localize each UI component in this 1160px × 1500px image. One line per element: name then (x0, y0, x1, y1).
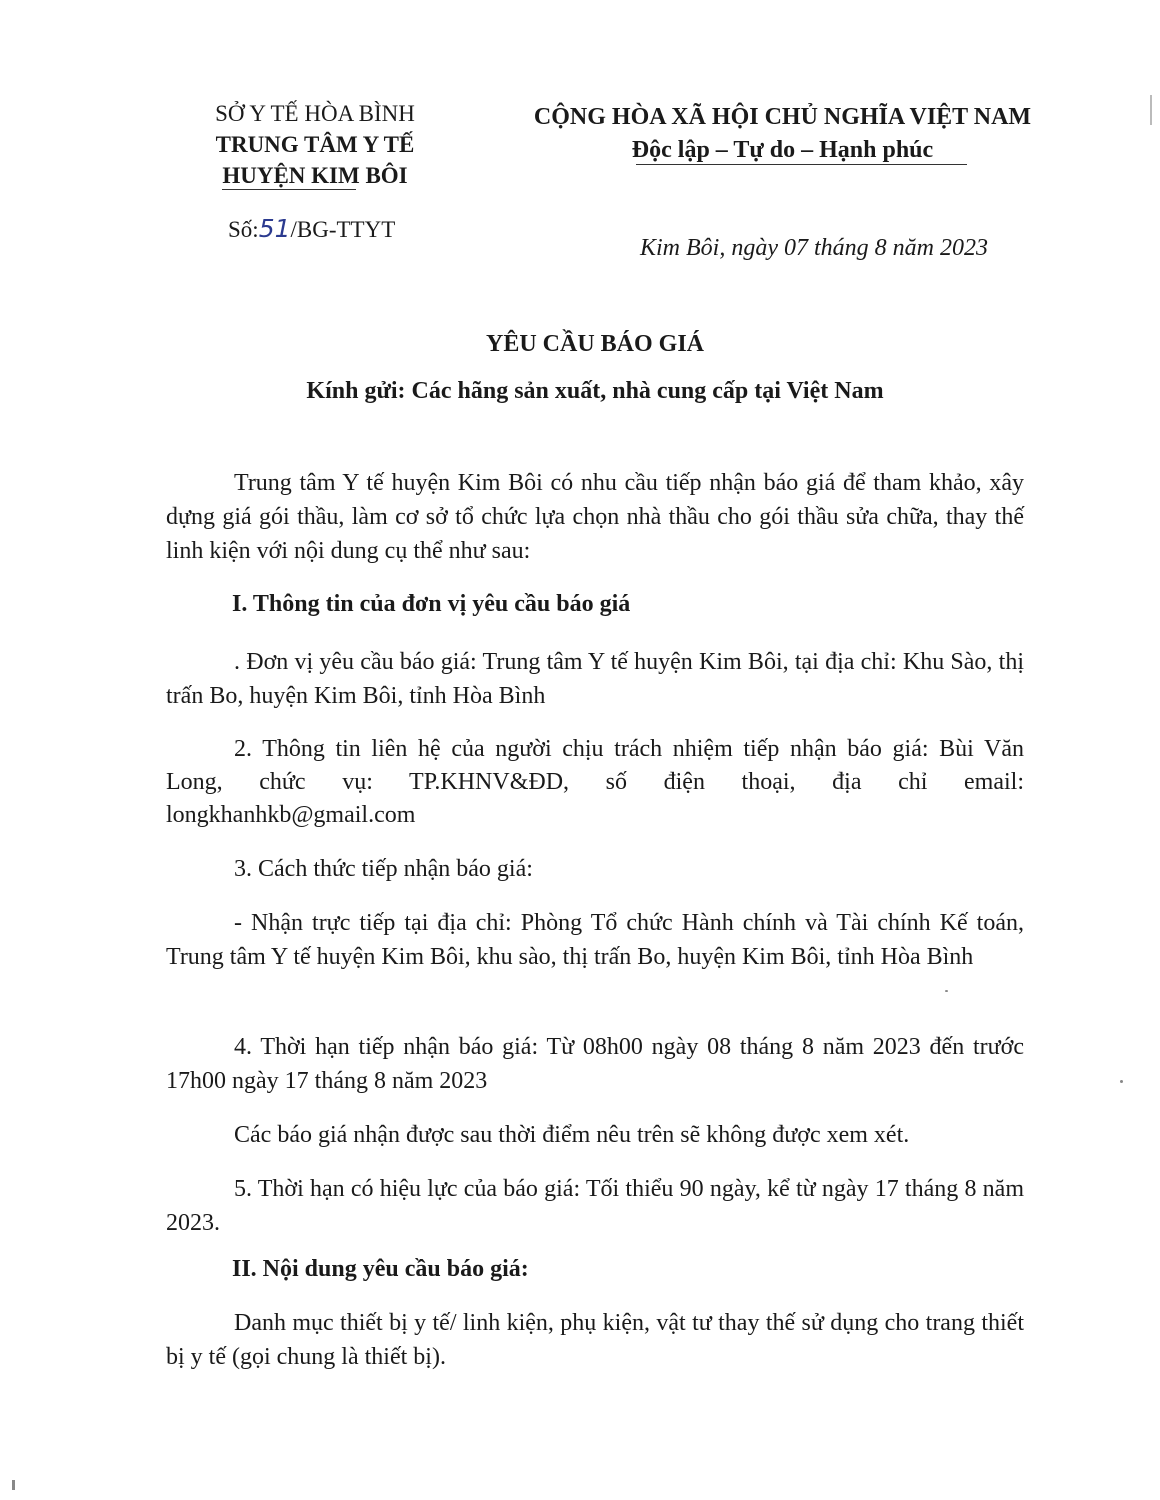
contact-email: longkhanhkb@gmail.com (166, 802, 416, 828)
item-2-line-1: 2. Thông tin liên hệ của người chịu trách nhiệm tiếp nhận báo giá: Bùi Văn (234, 736, 1024, 762)
national-motto: Độc lập – Tự do – Hạnh phúc (631, 137, 934, 163)
scan-speck (1120, 1080, 1123, 1083)
section-1-heading: I. Thông tin của đơn vị yêu cầu báo giá (232, 591, 631, 617)
organization-underline (222, 189, 356, 190)
document-number (228, 214, 395, 243)
section-1-item-4-note: Các báo giá nhận được sau thời điểm nêu trên sẽ không được xem xét. (234, 1122, 910, 1148)
issuing-organization (175, 98, 455, 191)
organization-name-line1: TRUNG TÂM Y TẾ (215, 132, 415, 157)
section-1-item-3: 3. Cách thức tiếp nhận báo giá: (234, 856, 533, 882)
country-name: CỘNG HÒA XÃ HỘI CHỦ NGHĨA VIỆT NAM (533, 104, 1032, 130)
document-number-suffix: /BG-TTYT (290, 217, 396, 242)
document-number-prefix: Số: (228, 217, 259, 242)
national-header (500, 101, 1065, 167)
scan-edge-mark (1150, 95, 1152, 125)
section-1-item-3-detail: - Nhận trực tiếp tại địa chỉ: Phòng Tổ chức Hành chính và Tài chính Kế toán, Trung tâm Y tế huyện Kim Bôi, khu sào, thị trấn Bo, huyện Kim Bôi, tỉnh Hòa Bình (166, 910, 1024, 970)
section-1-item-2 (166, 733, 1024, 832)
organization-name-line2: HUYỆN KIM BÔI (222, 163, 408, 188)
scan-speck (12, 1480, 15, 1490)
department-name: SỞ Y TẾ HÒA BÌNH (215, 101, 415, 126)
motto-underline (636, 164, 967, 165)
intro-paragraph: Trung tâm Y tế huyện Kim Bôi có nhu cầu tiếp nhận báo giá để tham khảo, xây dựng giá gói thầu, làm cơ sở tổ chức lựa chọn nhà thầu cho gói thầu sửa chữa, thay thế linh kiện với nội dung cụ thể như sau: (166, 470, 1024, 564)
place-and-date: Kim Bôi, ngày 07 tháng 8 năm 2023 (640, 235, 988, 261)
section-1-item-1: . Đơn vị yêu cầu báo giá: Trung tâm Y tế huyện Kim Bôi, tại địa chỉ: Khu Sào, thị trấn Bo, huyện Kim Bôi, tỉnh Hòa Bình (166, 649, 1024, 709)
document-title: YÊU CẦU BÁO GIÁ (485, 331, 704, 357)
item-2-line-2: Long, chức vụ: TP.KHNV&ĐD, số điện thoại, địa chỉ email: (166, 769, 1024, 795)
section-1-item-4: 4. Thời hạn tiếp nhận báo giá: Từ 08h00 ngày 08 tháng 8 năm 2023 đến trước 17h00 ngày 17 tháng 8 năm 2023 (166, 1034, 1024, 1094)
recipient-line: Kính gửi: Các hãng sản xuất, nhà cung cấp tại Việt Nam (306, 378, 884, 404)
section-1-item-5: 5. Thời hạn có hiệu lực của báo giá: Tối thiểu 90 ngày, kể từ ngày 17 tháng 8 năm 2023. (166, 1176, 1024, 1236)
section-2-heading: II. Nội dung yêu cầu báo giá: (232, 1256, 529, 1282)
section-2-body: Danh mục thiết bị y tế/ linh kiện, phụ kiện, vật tư thay thế sử dụng cho trang thiết bị y tế (gọi chung là thiết bị). (166, 1310, 1024, 1370)
scan-speck (945, 990, 948, 992)
document-number-handwritten: 51 (258, 214, 291, 243)
